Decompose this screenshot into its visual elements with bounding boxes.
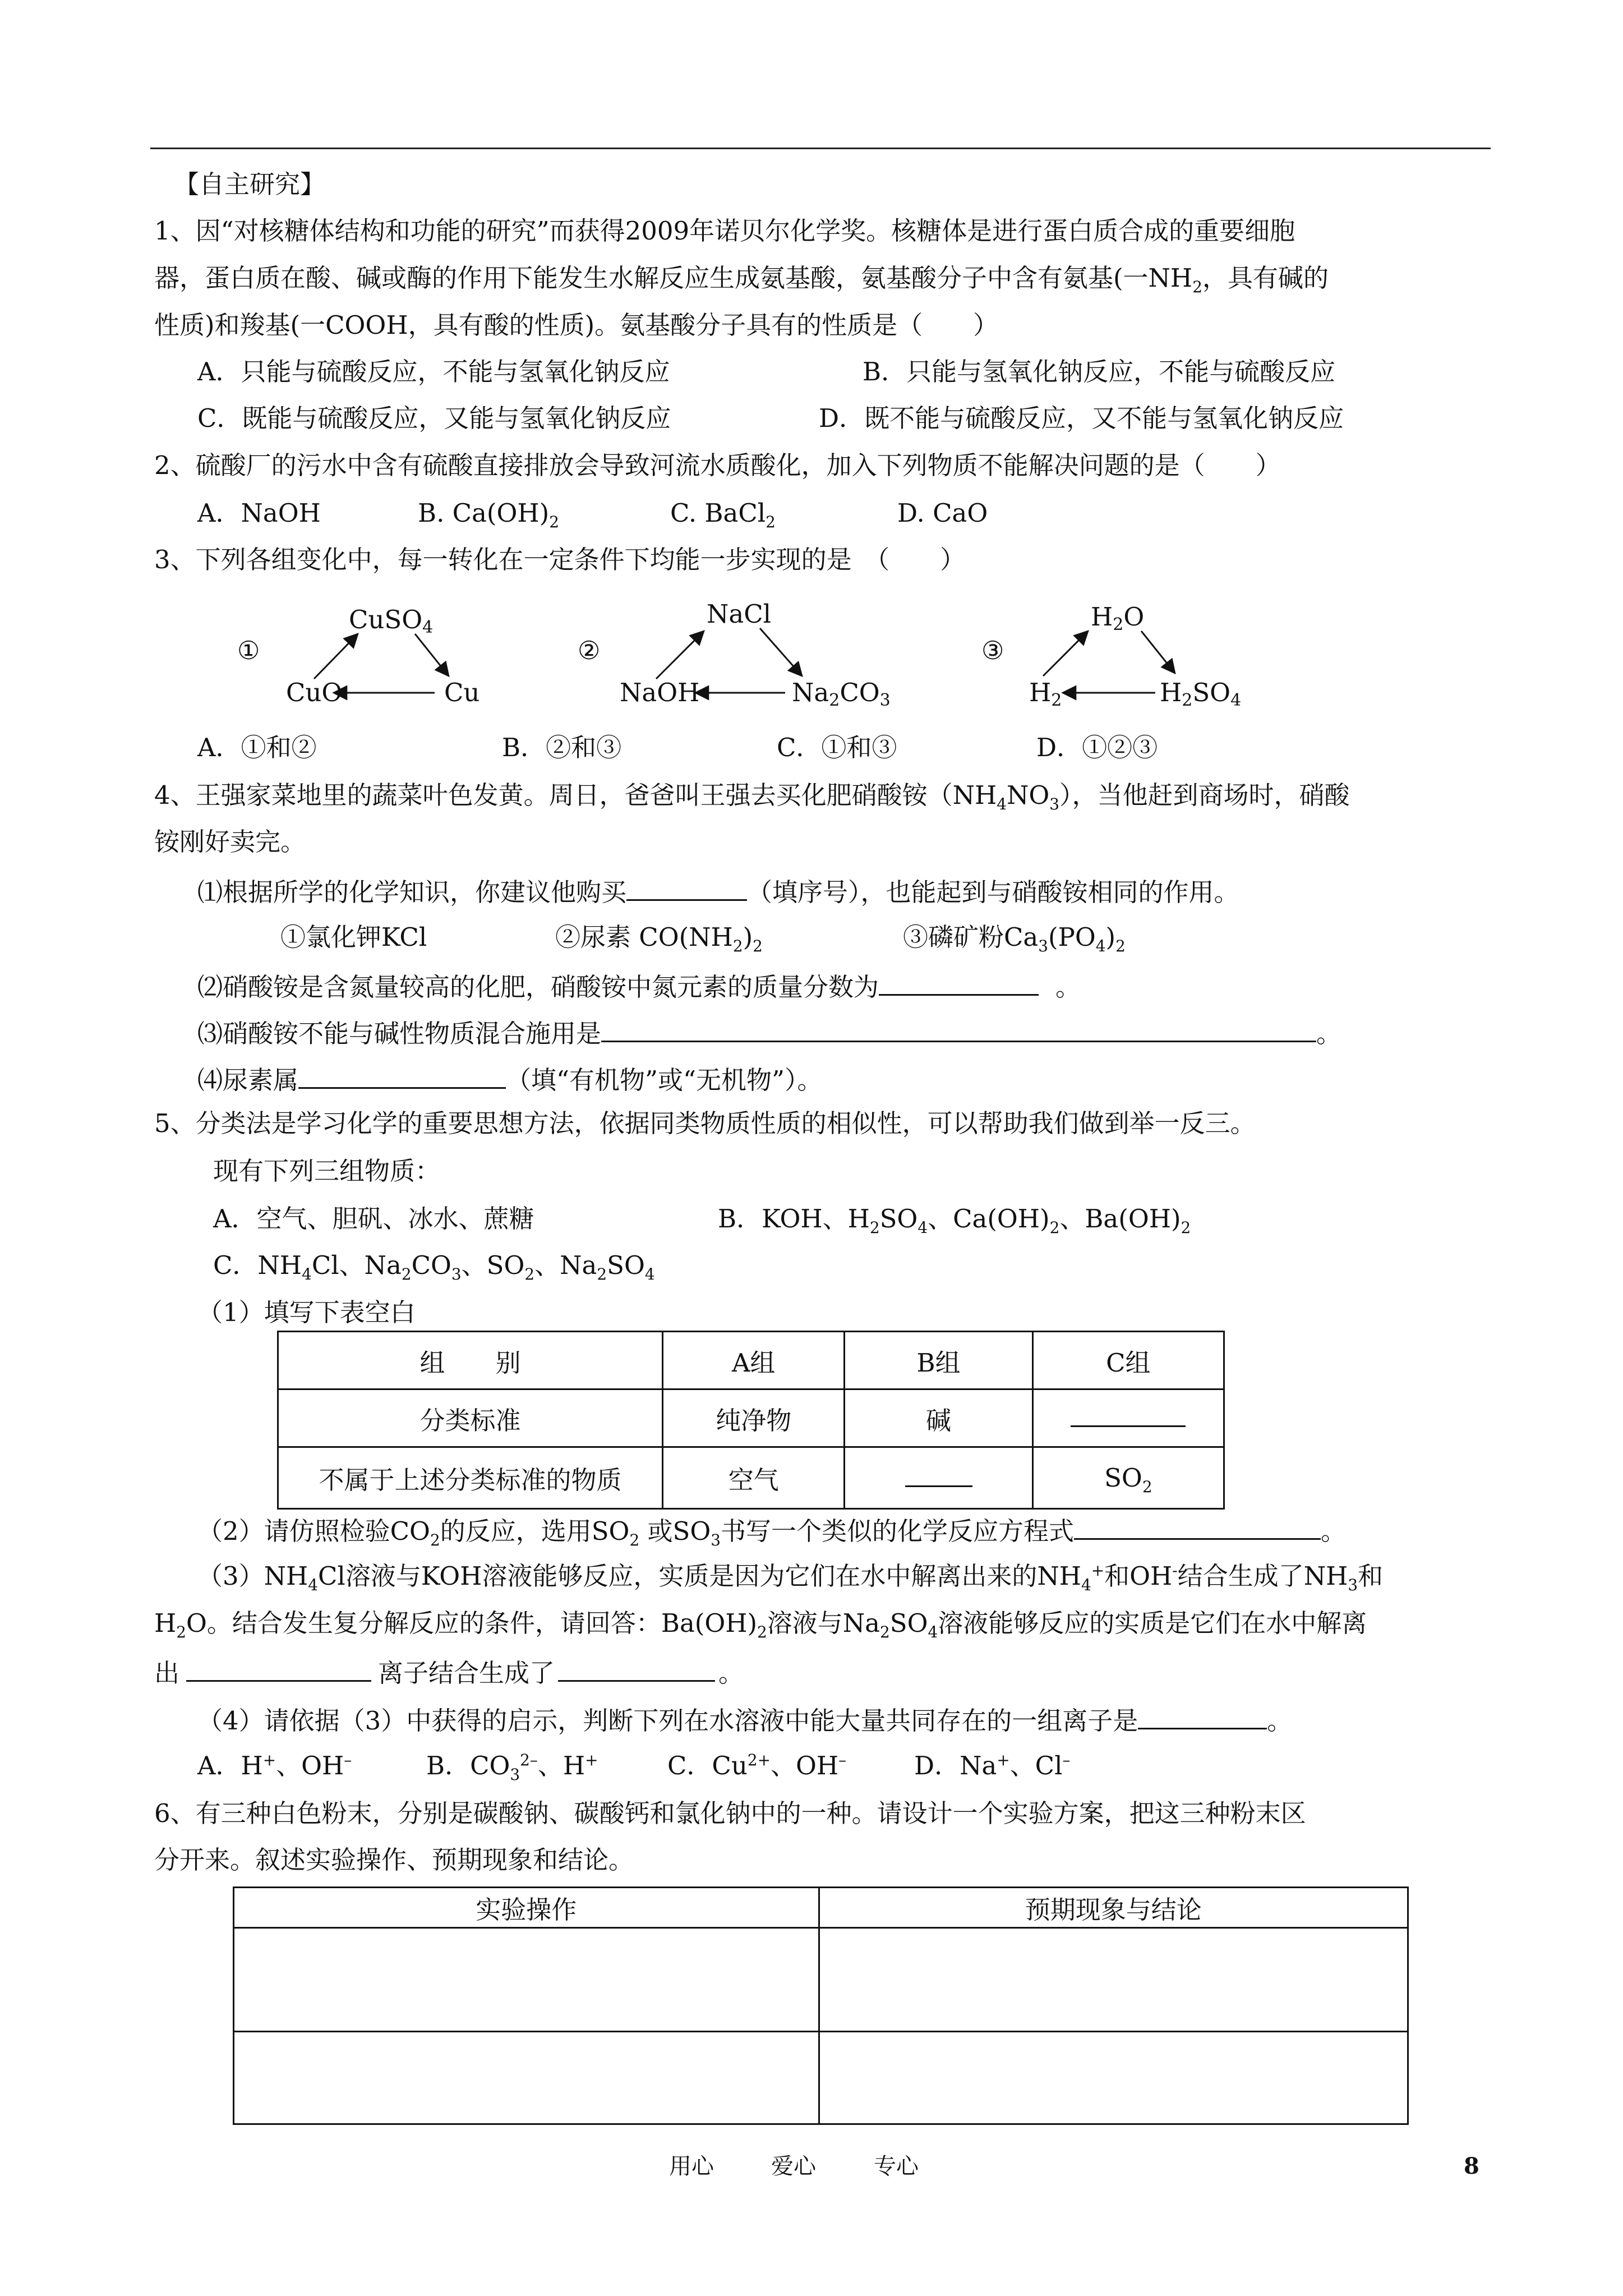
- q5-table-header-group: 组 别: [278, 1332, 663, 1389]
- diagram-3-left: H2: [1029, 678, 1062, 710]
- q3-diagrams: [0, 0, 1623, 729]
- q5-table-r2-label: 不属于上述分类标准的物质: [278, 1447, 663, 1509]
- q5-option-d: D．Na+、Cl–: [914, 1751, 1071, 1780]
- q5-option-c: C．$Cu^{2+}$、OH–: [667, 1751, 847, 1780]
- diagram-2-right: Na2CO3: [792, 678, 891, 710]
- q1-line2: 器，蛋白质在酸、碱或酶的作用下能发生水解反应生成氨基酸，氨基酸分子中含有氨基(一$NH_2$，具有碱的: [154, 263, 1329, 296]
- q5-sub1: （1）填写下表空白: [197, 1297, 416, 1327]
- diagram-1-right: Cu: [444, 678, 480, 707]
- q2-option-c: C. BaCl$_2$: [670, 498, 776, 531]
- q6-table-r1-operation[interactable]: [234, 1928, 819, 2032]
- q1-line3: 性质)和羧基(一COOH，具有酸的性质)。氨基酸分子具有的性质是（ ）: [154, 310, 999, 340]
- footer-text-2: 爱心: [771, 2154, 816, 2179]
- q5-line2: 现有下列三组物质：: [213, 1156, 441, 1186]
- diagram-2-left: NaOH: [620, 678, 700, 707]
- q5-table-r2-b-blank[interactable]: [905, 1463, 972, 1487]
- q5-table-header-a: A组: [662, 1332, 844, 1389]
- diagram-2: [578, 599, 891, 710]
- q3-stem: 3、下列各组变化中，每一转化在一定条件下均能一步实现的是 （ ）: [154, 545, 966, 574]
- q5-sub4: （4）请依据（3）中获得的启示，判断下列在水溶液中能大量共同存在的一组离子是 。: [197, 1706, 1293, 1736]
- q5-sub2-blank[interactable]: [1074, 1516, 1321, 1540]
- q3-option-b: B．②和③: [502, 733, 622, 762]
- diagram-3: [981, 602, 1241, 710]
- q6-table-header-result: 预期现象与结论: [819, 1888, 1408, 1928]
- q5-sub2: （2）请仿照检验$CO_2$的反应，选用$SO_2$ 或$SO_3$书写一个类似的化学反应方程式 。: [197, 1516, 1347, 1549]
- q5-table-r1-label: 分类标准: [278, 1389, 663, 1447]
- q5-table-r1-a: 纯净物: [662, 1389, 844, 1447]
- q5-group-b: B．KOH、$H_2SO_4$、$Ca(OH)_2$、$Ba(OH)_2$: [718, 1204, 1191, 1237]
- q5-table-r2-a: 空气: [662, 1447, 844, 1509]
- q1-option-d: D．既不能与硫酸反应，又不能与氢氧化钠反应: [819, 403, 1344, 433]
- q2-stem: 2、硫酸厂的污水中含有硫酸直接排放会导致河流水质酸化，加入下列物质不能解决问题的是（ ）: [154, 450, 1281, 480]
- q4-part1-option-3: ③磷矿粉$Ca_3(PO_4)_2$: [903, 922, 1126, 955]
- q3-option-d: D．①②③: [1036, 733, 1158, 762]
- section-title: 【自主研究】: [174, 169, 326, 199]
- footer-text-1: 用心: [669, 2154, 714, 2179]
- q4-part1-blank[interactable]: [626, 877, 747, 901]
- q6-table-r2-result[interactable]: [819, 2032, 1408, 2124]
- q4-line2: 铵刚好卖完。: [154, 827, 306, 857]
- q1-option-c: C．既能与硫酸反应，又能与氢氧化钠反应: [197, 403, 671, 433]
- q1-option-b: B．只能与氢氧化钠反应，不能与硫酸反应: [863, 357, 1336, 386]
- diagram-1-arrow-up: [314, 634, 358, 679]
- q1-option-a: A．只能与硫酸反应，不能与氢氧化钠反应: [197, 357, 670, 386]
- q2-option-b: B. $Ca(OH)_2$: [418, 498, 559, 531]
- diagram-1-number: ①: [237, 636, 260, 665]
- q5-group-c: C．$NH_4Cl$、$Na_2CO_3$、$SO_2$、$Na_2SO_4$: [213, 1250, 655, 1283]
- diagram-3-top: H2O: [1091, 602, 1145, 634]
- q6-line1: 6、有三种白色粉末，分别是碳酸钠、碳酸钙和氯化钠中的一种。请设计一个实验方案，把这三种粉末区: [154, 1798, 1306, 1828]
- diagram-3-right: H2SO4: [1160, 678, 1242, 710]
- q5-sub3-line3: 出 离子结合生成了 。: [154, 1658, 744, 1688]
- q5-table-r2-b: [845, 1447, 1032, 1509]
- q5-line1: 5、分类法是学习化学的重要思想方法，依据同类物质性质的相似性，可以帮助我们做到举一反三。: [154, 1108, 1256, 1138]
- q6-table: [233, 1887, 1409, 2125]
- diagram-2-arrow-up: [656, 631, 704, 679]
- q4-part3-blank[interactable]: [601, 1018, 1316, 1042]
- q2-option-d: D. CaO: [897, 498, 988, 528]
- q4-line1: 4、王强家菜地里的蔬菜叶色发黄。周日，爸爸叫王强去买化肥硝酸铵$(NH_4NO_3)$，当他赶到商场时，硝酸: [154, 780, 1350, 813]
- q3-option-c: C．①和③: [777, 733, 897, 762]
- diagram-1-top: CuSO4: [349, 605, 434, 637]
- q6-table-r2-operation[interactable]: [234, 2032, 819, 2124]
- page-number: 8: [1464, 2153, 1479, 2179]
- q5-sub3-line2: $H_2O$。结合发生复分解反应的条件，请回答：$Ba(OH)_2$溶液与$Na_2SO_4$溶液能够反应的实质是它们在水中解离: [154, 1608, 1367, 1641]
- q5-sub3-blank-2[interactable]: [558, 1658, 715, 1682]
- q5-sub4-blank[interactable]: [1138, 1705, 1267, 1729]
- q5-group-a: A．空气、胆矾、冰水、蔗糖: [213, 1204, 534, 1234]
- q5-option-a: A．H+、OH–: [197, 1751, 352, 1780]
- q4-part4-blank[interactable]: [298, 1065, 506, 1089]
- q5-table: [277, 1331, 1225, 1510]
- q5-table-header-b: B组: [845, 1332, 1032, 1389]
- q6-table-r1-result[interactable]: [819, 1928, 1408, 2032]
- q3-option-a: A．①和②: [197, 733, 317, 762]
- q4-part1-option-1: ①氯化钾KCl: [280, 922, 427, 952]
- footer-text-3: 专心: [874, 2154, 919, 2179]
- q5-option-b: B．$CO_3^{2-}$、H+: [426, 1751, 598, 1784]
- diagram-1-left: CuO: [286, 678, 343, 707]
- q2-option-a: A．NaOH: [197, 498, 321, 528]
- q5-sub3-line1: $(3)NH_4Cl$溶液与KOH溶液能够反应，实质是因为它们在水中解离出来的$NH_4^+$和OH-结合生成了$NH_3$和: [197, 1561, 1384, 1594]
- q5-table-header-c: C组: [1032, 1332, 1224, 1389]
- q4-part2: ⑵硝酸铵是含氮量较高的化肥，硝酸铵中氮元素的质量分数为 。: [197, 972, 1081, 1002]
- q4-part2-blank[interactable]: [879, 972, 1039, 996]
- q4-part1-option-2: ②尿素 $CO(NH_2)_2$: [555, 922, 763, 955]
- q6-table-header-operation: 实验操作: [234, 1888, 819, 1928]
- q4-part1: ⑴根据所学的化学知识，你建议他购买 （填序号），也能起到与硝酸铵相同的作用。: [197, 877, 1239, 907]
- q5-table-r1-b: 碱: [845, 1389, 1032, 1447]
- diagram-3-arrow-up: [1043, 631, 1088, 676]
- q6-line2: 分开来。叙述实验操作、预期现象和结论。: [154, 1845, 634, 1875]
- q5-sub3-blank-1[interactable]: [186, 1658, 371, 1682]
- q4-part3: ⑶硝酸铵不能与碱性物质混合施用是 。: [197, 1019, 1342, 1048]
- diagram-1: [237, 605, 479, 707]
- diagram-3-arrow-down: [1141, 631, 1175, 673]
- diagram-2-number: ②: [578, 636, 601, 665]
- diagram-3-number: ③: [981, 636, 1004, 665]
- q5-table-r1-c-blank[interactable]: [1071, 1403, 1186, 1427]
- q5-table-r1-c: [1032, 1389, 1224, 1447]
- diagram-2-arrow-down: [760, 628, 802, 676]
- q4-part4: ⑷尿素属 （填“有机物”或“无机物”）。: [197, 1065, 823, 1095]
- q5-table-r2-c: $SO_2$: [1032, 1447, 1224, 1509]
- diagram-2-top: NaCl: [707, 599, 772, 629]
- q1-line1: 1、因“对核糖体结构和功能的研究”而获得2009年诺贝尔化学奖。核糖体是进行蛋白质合成的重要细胞: [154, 216, 1295, 246]
- diagram-1-arrow-down: [415, 634, 449, 676]
